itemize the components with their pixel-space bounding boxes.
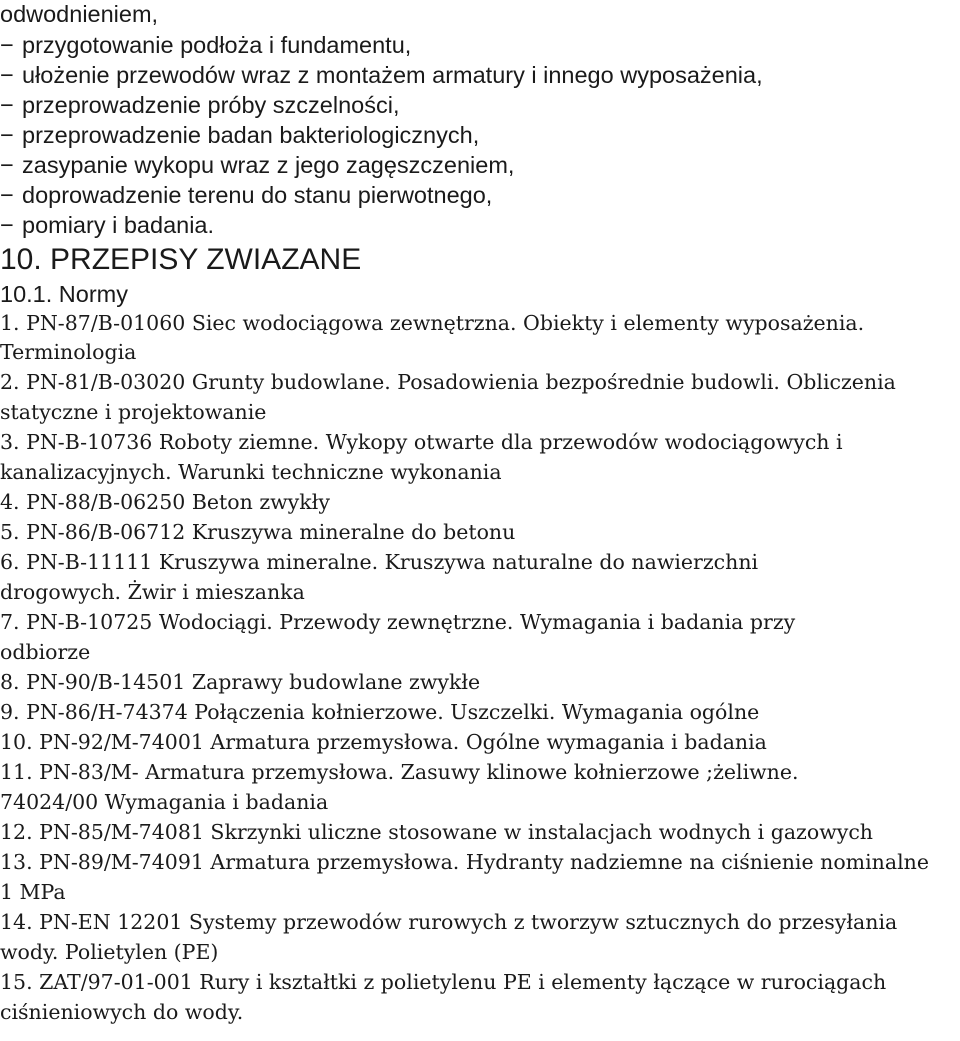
norm-line: 10. PN-92/M-74001 Armatura przemysłowa. Ogólne wymagania i badania (0, 730, 767, 754)
dash-bullet-icon: − (0, 62, 14, 88)
bullet-text: przygotowanie podłoża i fundamentu, (22, 32, 412, 58)
intro-line: odwodnieniem, (0, 1, 159, 27)
norm-line: 9. PN-86/H-74374 Połączenia kołnierzowe. Uszczelki. Wymagania ogólne (0, 700, 760, 724)
norm-line: kanalizacyjnych. Warunki techniczne wykonania (0, 460, 502, 484)
bullet-item (0, 94, 400, 118)
dash-bullet-icon: − (0, 152, 14, 178)
norm-line: 1 MPa (0, 880, 66, 904)
norm-line: statyczne i projektowanie (0, 400, 267, 424)
norm-line: 4. PN-88/B-06250 Beton zwykły (0, 490, 330, 514)
dash-bullet-icon: − (0, 212, 14, 238)
bullet-item (0, 34, 411, 58)
norm-line: ciśnieniowych do wody. (0, 1000, 244, 1024)
norm-line: 74024/00 Wymagania i badania (0, 790, 329, 814)
norm-line: 3. PN-B-10736 Roboty ziemne. Wykopy otwarte dla przewodów wodociągowych i (0, 430, 843, 454)
norm-line: 2. PN-81/B-03020 Grunty budowlane. Posadowienia bezpośrednie budowli. Obliczenia (0, 370, 896, 394)
bullet-text: pomiary i badania. (22, 212, 215, 238)
bullet-item (0, 154, 514, 178)
bullet-text: doprowadzenie terenu do stanu pierwotnego, (22, 182, 493, 208)
dash-bullet-icon: − (0, 92, 14, 118)
norm-line: wody. Polietylen (PE) (0, 940, 219, 964)
norm-line: 12. PN-85/M-74081 Skrzynki uliczne stosowane w instalacjach wodnych i gazowych (0, 820, 874, 844)
dash-bullet-icon: − (0, 32, 14, 58)
norm-line: 14. PN-EN 12201 Systemy przewodów rurowych z tworzyw sztucznych do przesyłania (0, 910, 898, 934)
bullet-item (0, 184, 492, 208)
bullet-item (0, 64, 763, 88)
bullet-item (0, 124, 479, 148)
dash-bullet-icon: − (0, 182, 14, 208)
subsection-heading: 10.1. Normy (0, 281, 128, 307)
norm-line: drogowych. Żwir i mieszanka (0, 580, 305, 604)
norm-line: 7. PN-B-10725 Wodociągi. Przewody zewnętrzne. Wymagania i badania przy (0, 610, 796, 634)
norm-line: 5. PN-86/B-06712 Kruszywa mineralne do betonu (0, 520, 516, 544)
dash-bullet-icon: − (0, 122, 14, 148)
bullet-item (0, 214, 214, 238)
norm-line: 11. PN-83/M- Armatura przemysłowa. Zasuwy klinowe kołnierzowe ;żeliwne. (0, 760, 799, 784)
norm-line: 13. PN-89/M-74091 Armatura przemysłowa. Hydranty nadziemne na ciśnienie nominalne (0, 850, 929, 874)
section-heading: 10. PRZEPISY ZWIAZANE (0, 243, 362, 276)
bullet-text: zasypanie wykopu wraz z jego zagęszczeniem, (22, 152, 515, 178)
norm-line: 1. PN-87/B-01060 Siec wodociągowa zewnętrzna. Obiekty i elementy wyposażenia. (0, 311, 865, 335)
bullet-text: ułożenie przewodów wraz z montażem armatury i innego wyposażenia, (22, 62, 763, 88)
bullet-text: przeprowadzenie badan bakteriologicznych, (22, 122, 480, 148)
bullet-text: przeprowadzenie próby szczelności, (22, 92, 400, 118)
norm-line: 6. PN-B-11111 Kruszywa mineralne. Kruszywa naturalne do nawierzchni (0, 550, 759, 574)
norm-line: Terminologia (0, 340, 137, 364)
norm-line: 15. ZAT/97-01-001 Rury i kształtki z polietylenu PE i elementy łączące w rurociągach (0, 970, 887, 994)
norm-line: 8. PN-90/B-14501 Zaprawy budowlane zwykłe (0, 670, 481, 694)
norm-line: odbiorze (0, 640, 91, 664)
